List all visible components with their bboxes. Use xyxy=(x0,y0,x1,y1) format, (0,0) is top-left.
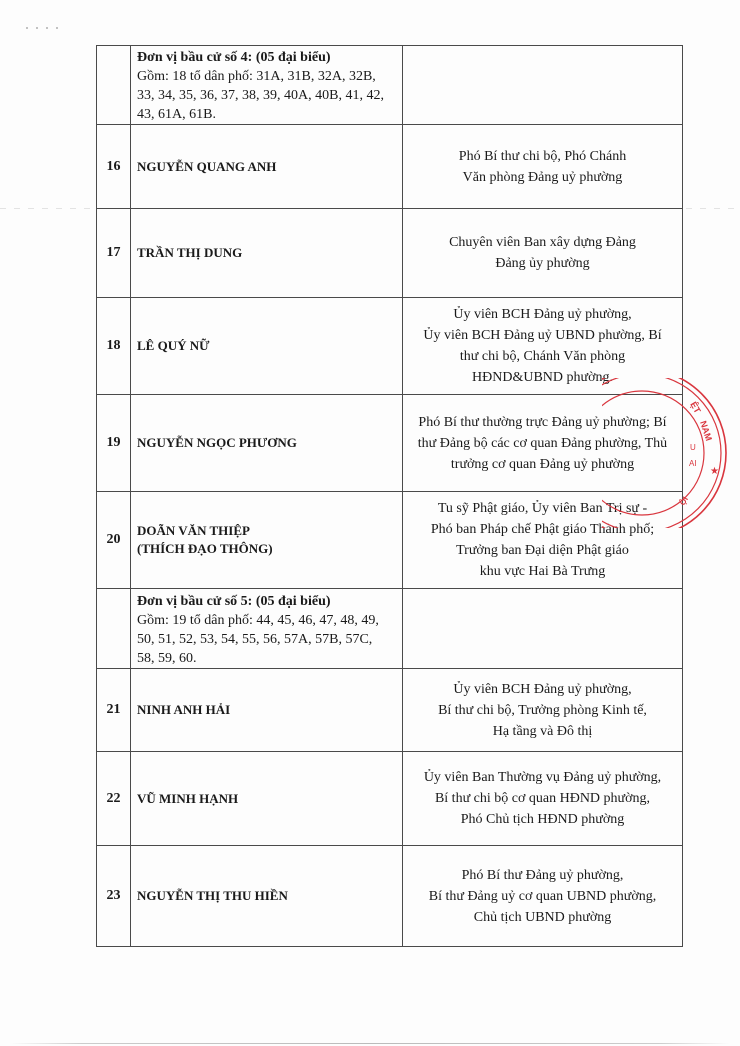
position-line: Ủy viên Ban Thường vụ Đảng uỷ phường, xyxy=(423,770,662,785)
scan-artifact xyxy=(22,26,62,30)
position-line: Bí thư Đảng uỷ cơ quan UBND phường, xyxy=(428,888,657,904)
svg-text:AI: AI xyxy=(689,459,697,468)
table-row xyxy=(97,752,683,846)
row-number: 22 xyxy=(97,752,131,846)
name-line: NINH ANH HẢI xyxy=(137,702,231,717)
candidate-name xyxy=(131,298,403,395)
name-line: NGUYỄN THỊ THU HIỀN xyxy=(137,888,288,903)
position-line: Bí thư chi bộ, Trưởng phòng Kinh tế, xyxy=(438,702,647,718)
svg-text:ỆT: ỆT xyxy=(688,400,703,415)
name-line: (THÍCH ĐẠO THÔNG) xyxy=(137,541,273,556)
position-line: Ủy viên BCH Đảng uỷ phường, xyxy=(453,681,632,697)
row-number: 19 xyxy=(97,395,131,492)
scan-artifact xyxy=(10,1043,730,1044)
position-line: thư chi bộ, Chánh Văn phòng xyxy=(459,349,626,364)
candidate-position xyxy=(403,395,683,492)
unit-body-line: 33, 34, 35, 36, 37, 38, 39, 40A, 40B, 41, 42, xyxy=(137,88,384,103)
candidate-name xyxy=(131,209,403,298)
table-row xyxy=(97,395,683,492)
position-line: Phó Chủ tịch HĐND phường xyxy=(460,812,625,827)
candidate-position xyxy=(403,492,683,589)
candidate-table xyxy=(96,45,683,947)
table-row xyxy=(97,492,683,589)
unit-cell xyxy=(131,46,403,125)
name-line: NGUYỄN QUANG ANH xyxy=(137,158,277,174)
name-line: TRẦN THỊ DUNG xyxy=(137,245,243,260)
position-line: Phó ban Pháp chế Phật giáo Thành phố; xyxy=(430,522,655,537)
empty-cell xyxy=(97,46,131,125)
candidate-name xyxy=(131,752,403,846)
position-line: Trưởng ban Đại diện Phật giáo xyxy=(456,543,629,558)
table-row xyxy=(97,669,683,752)
candidate-position xyxy=(403,298,683,395)
candidate-name xyxy=(131,669,403,752)
candidate-name xyxy=(131,492,403,589)
unit-title: Đơn vị bầu cử số 5: (05 đại biểu) xyxy=(137,593,331,609)
candidate-name xyxy=(131,125,403,209)
position-line: Hạ tầng và Đô thị xyxy=(492,723,593,739)
empty-cell xyxy=(97,589,131,669)
empty-cell xyxy=(403,46,683,125)
unit-body-line: Gồm: 19 tổ dân phố: 44, 45, 46, 47, 48, 49, xyxy=(137,612,379,628)
svg-text:★: ★ xyxy=(710,466,719,477)
unit-header-row xyxy=(97,589,683,669)
position-line: Bí thư chi bộ cơ quan HĐND phường, xyxy=(434,791,651,806)
unit-cell xyxy=(131,589,403,669)
position-line: Ủy viên BCH Đảng uỷ phường, xyxy=(453,307,632,322)
unit-body-line: 43, 61A, 61B. xyxy=(137,107,216,122)
position-line: Phó Bí thư chi bộ, Phó Chánh xyxy=(458,148,627,164)
name-line: VŨ MINH HẠNH xyxy=(137,790,239,806)
position-line: Phó Bí thư thường trực Đảng uỷ phường; Bí xyxy=(418,414,667,430)
row-number: 16 xyxy=(97,125,131,209)
table-row xyxy=(97,298,683,395)
candidate-position xyxy=(403,209,683,298)
position-line: khu vực Hai Bà Trưng xyxy=(479,564,606,579)
unit-header-row xyxy=(97,46,683,125)
row-number: 18 xyxy=(97,298,131,395)
position-line: HĐND&UBND phường. xyxy=(472,370,613,385)
position-line: Phó Bí thư Đảng uỷ phường, xyxy=(461,867,624,883)
row-number: 17 xyxy=(97,209,131,298)
table-row xyxy=(97,209,683,298)
unit-body-line: 50, 51, 52, 53, 54, 55, 56, 57A, 57B, 57C, xyxy=(137,631,373,647)
candidate-position xyxy=(403,125,683,209)
unit-body-line: Gồm: 18 tổ dân phố: 31A, 31B, 32A, 32B, xyxy=(137,69,376,84)
position-line: Ủy viên BCH Đảng uỷ UBND phường, Bí xyxy=(423,328,662,343)
name-line: LÊ QUÝ NỮ xyxy=(137,338,210,353)
svg-text:U: U xyxy=(690,443,696,452)
svg-text:NAM: NAM xyxy=(698,419,714,443)
unit-title: Đơn vị bầu cử số 4: (05 đại biểu) xyxy=(137,50,331,65)
position-line: Tu sỹ Phật giáo, Ủy viên Ban Trị sự - xyxy=(437,501,648,516)
table-row xyxy=(97,846,683,947)
row-number: 20 xyxy=(97,492,131,589)
name-line: DOÃN VĂN THIỆP xyxy=(137,523,250,538)
empty-cell xyxy=(403,589,683,669)
svg-text:ỘI: ỘI xyxy=(677,495,690,507)
row-number: 21 xyxy=(97,669,131,752)
position-line: Văn phòng Đảng uỷ phường xyxy=(462,169,623,185)
row-number: 23 xyxy=(97,846,131,947)
candidate-position xyxy=(403,752,683,846)
candidate-name xyxy=(131,395,403,492)
unit-body-line: 58, 59, 60. xyxy=(137,650,197,666)
candidate-position xyxy=(403,846,683,947)
position-line: thư Đảng bộ các cơ quan Đảng phường, Thủ xyxy=(417,435,668,451)
position-line: Đảng ủy phường xyxy=(495,256,590,271)
candidate-position xyxy=(403,669,683,752)
table-row xyxy=(97,125,683,209)
position-line: Chuyên viên Ban xây dựng Đảng xyxy=(449,235,636,250)
position-line: Chủ tịch UBND phường xyxy=(473,909,612,925)
candidate-name xyxy=(131,846,403,947)
position-line: trưởng cơ quan Đảng uỷ phường xyxy=(450,456,635,472)
name-line: NGUYỄN NGỌC PHƯƠNG xyxy=(137,435,297,450)
